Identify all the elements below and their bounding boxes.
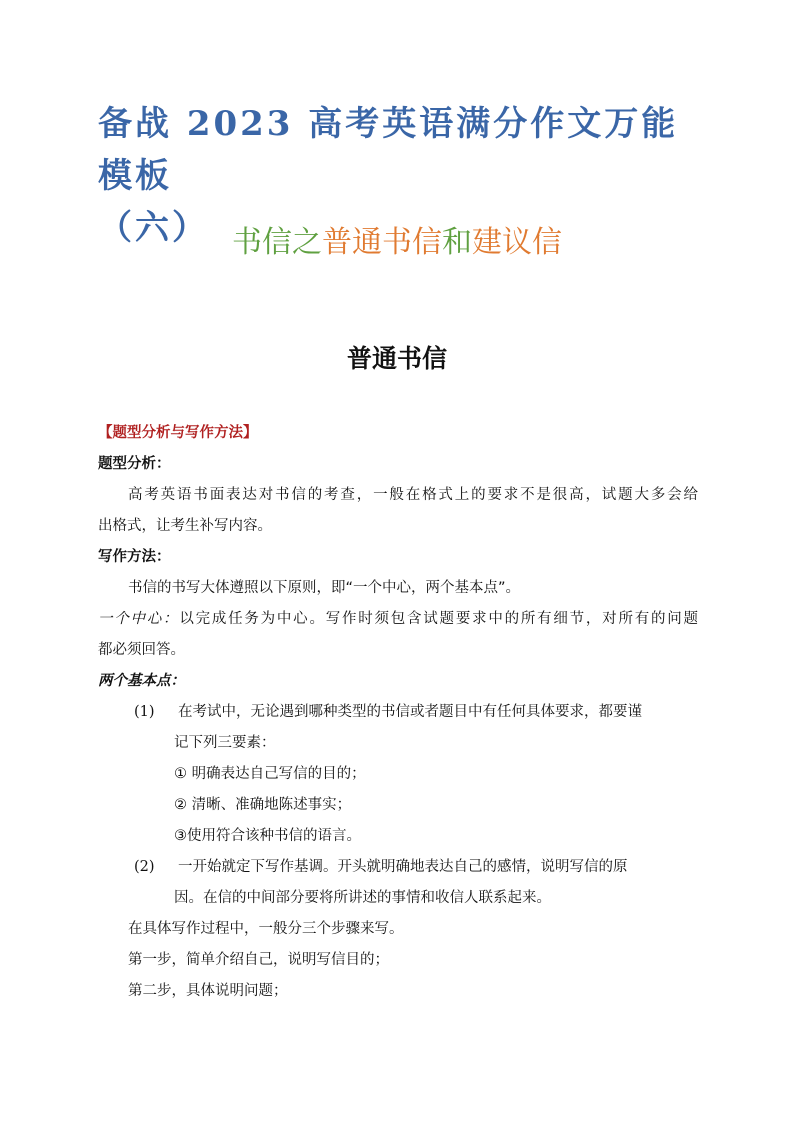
- section-tag: 【题型分析与写作方法】: [98, 425, 258, 441]
- subtitle-part-1: 书信之: [232, 225, 322, 260]
- center-paragraph-line-1: [98, 604, 698, 635]
- point-2-text-line-1: 一开始就定下写作基调。开头就明确地表达自己的感情，说明写信的原: [178, 859, 628, 875]
- center-text-line-1: 以完成任务为中心。写作时须包含试题要求中的所有细节，对所有的问题: [179, 611, 699, 627]
- step-2: 第二步，具体说明问题；: [128, 983, 288, 999]
- title-line-2: （六）: [98, 208, 209, 248]
- process-paragraph: 在具体写作过程中，一般分三个步骤来写。: [128, 921, 404, 937]
- center-label: 一个中心：: [98, 611, 180, 627]
- analysis-heading: 题型分析：: [98, 456, 171, 472]
- analysis-paragraph-line-2: 出格式，让考生补写内容。: [98, 518, 272, 534]
- document-body: [98, 418, 698, 1007]
- step-1: 第一步，简单介绍自己，说明写信目的；: [128, 952, 389, 968]
- point-1-text-line-1: 在考试中，无论遇到哪种类型的书信或者题目中有任何具体要求，都要谨: [178, 704, 642, 720]
- subtitle-part-4: 建议信: [472, 225, 562, 260]
- method-heading: 写作方法：: [98, 549, 171, 565]
- analysis-paragraph-line-1: 高考英语书面表达对书信的考查，一般在格式上的要求不是很高，试题大多会给: [128, 487, 698, 503]
- document-subtitle: [0, 218, 794, 268]
- point-2-number: (2): [134, 859, 155, 875]
- section-title: 普通书信: [346, 344, 447, 373]
- point-1-sub-3: ③使用符合该种书信的语言。: [174, 828, 361, 844]
- center-text-line-2: 都必须回答。: [98, 642, 185, 658]
- point-2-line-2: 因。在信的中间部分要将所讲述的事情和收信人联系起来。: [174, 890, 551, 906]
- subtitle-part-3: 和: [442, 225, 472, 260]
- point-1-line-1: [98, 697, 698, 728]
- point-1-sub-1: ① 明确表达自己写信的目的；: [174, 766, 366, 782]
- point-1-sub-2: ② 清晰、准确地陈述事实；: [174, 797, 352, 813]
- point-1-number: (1): [134, 704, 155, 720]
- point-1-line-2: 记下列三要素：: [174, 735, 276, 751]
- subtitle-part-2: 普通书信: [322, 225, 442, 260]
- method-paragraph: 书信的书写大体遵照以下原则，即“一个中心，两个基本点”。: [128, 580, 521, 596]
- points-label: 两个基本点：: [98, 673, 185, 689]
- point-2-line-1: [98, 852, 698, 883]
- title-line-1: 备战 2023 高考英语满分作文万能模板: [98, 104, 679, 196]
